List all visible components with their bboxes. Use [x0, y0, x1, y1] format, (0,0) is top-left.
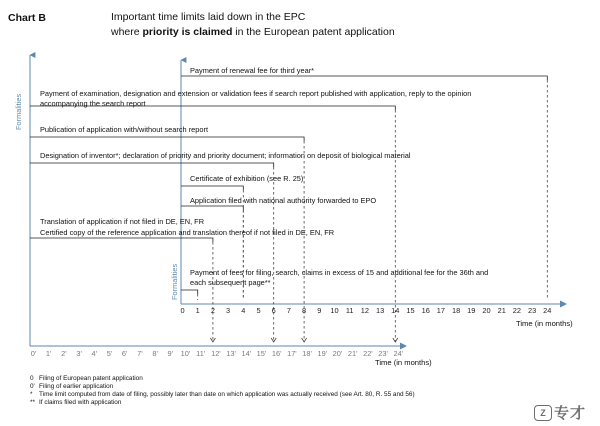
priority-tick-label: 14': [241, 349, 252, 358]
priority-tick-label: 8': [152, 349, 158, 358]
time-limit-label: Application filed with national authority forwarded to EPO: [190, 196, 377, 205]
time-limit-label-line2: each subsequent page**: [190, 278, 271, 287]
deadline-arrow-icon: [302, 338, 307, 342]
filing-tick-label: 8: [302, 306, 307, 315]
header-line-2-suffix: in the European patent application: [232, 26, 395, 38]
filing-tick-label: 1: [195, 306, 200, 315]
time-limit-lines: [30, 76, 547, 294]
time-limit-line: [181, 206, 243, 210]
filing-tick-label: 4: [241, 306, 246, 315]
formalities-inner-axis-label: Formalities: [170, 263, 179, 300]
filing-tick-label: 22: [512, 306, 522, 315]
watermark-logo-icon: Z: [534, 405, 552, 421]
time-limit-label-line2: accompanying the search report: [40, 99, 146, 108]
priority-tick-label: 18': [302, 349, 312, 358]
priority-tick-label: 24': [393, 349, 404, 358]
filing-tick-label: 7: [286, 306, 291, 315]
header-line-2-bold: priority is claimed: [142, 26, 233, 38]
footnote: [30, 383, 415, 391]
filing-tick-label: 19: [467, 306, 476, 315]
filing-tick-label: 6: [271, 306, 276, 315]
time-limit-labels: [40, 66, 488, 287]
footnote: [30, 399, 415, 407]
priority-tick-label: 15': [256, 349, 267, 358]
watermark-text: 专才: [554, 405, 587, 422]
priority-tick-label: 3': [76, 349, 82, 358]
time-limit-label: Publication of application with/without search report: [40, 125, 209, 134]
watermark: [534, 402, 586, 423]
header-line-2-prefix: where: [111, 26, 143, 38]
priority-tick-label: 9': [167, 349, 174, 358]
priority-tick-label: 7': [137, 349, 143, 358]
filing-tick-label: 10: [330, 306, 339, 315]
filing-tick-label: 23: [527, 306, 537, 315]
footnote-key: 0: [30, 375, 34, 382]
footnote: [30, 375, 415, 383]
filing-tick-label: 14: [391, 306, 400, 315]
filing-axis-ticks: [180, 306, 551, 315]
priority-tick-label: 0': [30, 349, 37, 358]
priority-tick-label: 19': [317, 349, 328, 358]
footnote: [30, 391, 415, 399]
time-limit-label: Payment of fees for filing, search, claims in excess of 15 and additional fee for the 36th and: [190, 268, 489, 277]
priority-tick-label: 23': [378, 349, 388, 358]
priority-tick-label: 21': [347, 349, 358, 358]
filing-tick-label: 21: [497, 306, 506, 315]
filing-tick-label: 2: [210, 306, 215, 315]
filing-tick-label: 3: [226, 306, 231, 315]
time-axis-label-top: Time (in months): [516, 319, 573, 328]
priority-tick-label: 12': [211, 349, 221, 358]
filing-tick-label: 13: [375, 306, 385, 315]
filing-tick-label: 12: [360, 306, 370, 315]
priority-tick-label: 11': [196, 349, 206, 358]
footnote-key: *: [30, 391, 33, 399]
priority-tick-label: 20': [332, 349, 343, 358]
priority-tick-label: 22': [363, 349, 373, 358]
footnote-text: Filing of European patent application: [39, 375, 143, 382]
filing-tick-label: 11: [345, 306, 354, 315]
filing-tick-label: 18: [451, 306, 461, 315]
time-limit-label: Certificate of exhibition (see R. 25): [190, 174, 304, 183]
priority-tick-label: 17': [287, 349, 297, 358]
time-limit-line: [30, 238, 213, 242]
filing-tick-label: 15: [406, 306, 415, 315]
filing-tick-label: 24: [543, 306, 552, 315]
filing-tick-label: 9: [317, 306, 322, 315]
footnote-text: Filing of earlier application: [39, 383, 114, 391]
filing-tick-label: 20: [482, 306, 491, 315]
priority-tick-label: 4': [91, 349, 98, 358]
time-limit-line: [181, 290, 198, 294]
chart-label: Chart B: [8, 12, 46, 24]
filing-tick-label: 0: [180, 306, 185, 315]
priority-axis-ticks: [31, 349, 404, 358]
time-limit-line: [181, 186, 243, 190]
header-line-1: Important time limits laid down in the EPC: [111, 11, 306, 23]
priority-tick-label: 1': [45, 349, 52, 358]
deadline-dashes: [195, 80, 548, 342]
footnote-key: **: [30, 399, 35, 407]
time-limit-label: Translation of application if not filed in DE, EN, FR: [40, 217, 205, 226]
time-limit-line: [181, 76, 547, 80]
footnote-key: 0': [30, 383, 35, 391]
filing-time-axis-arrow: [560, 301, 567, 308]
footnotes: [30, 375, 415, 407]
filing-tick-label: 5: [256, 306, 261, 315]
time-limit-label: Payment of examination, designation and extension or validation fees if search report published with application, reply to the opinion: [40, 89, 472, 98]
time-axis-label-bottom: Time (in months): [375, 358, 432, 367]
priority-tick-label: 13': [226, 349, 236, 358]
priority-tick-label: 2': [61, 349, 67, 358]
time-limit-label: Payment of renewal fee for third year*: [190, 66, 315, 75]
time-limit-label: Designation of inventor*; declaration of priority and priority document; information on deposit of biological material: [40, 151, 411, 160]
footnote-text: Time limit computed from date of filing, possibly later than date on which application was actually received (see Art. 80, R. 55 and 56): [39, 391, 415, 399]
time-limit-line: [30, 163, 274, 167]
formalities-axis-label: Formalities: [14, 93, 23, 130]
footnote-text: If claims filed with application: [39, 399, 122, 407]
priority-tick-label: 16': [271, 349, 282, 358]
priority-tick-label: 5': [106, 349, 113, 358]
time-limit-line: [30, 137, 304, 141]
filing-tick-label: 17: [436, 306, 446, 315]
priority-tick-label: 10': [180, 349, 191, 358]
filing-tick-label: 16: [421, 306, 430, 315]
priority-tick-label: 6': [121, 349, 128, 358]
time-limit-label-line2: Certified copy of the reference application and translation thereof if not filed in DE, EN, FR: [40, 228, 335, 237]
